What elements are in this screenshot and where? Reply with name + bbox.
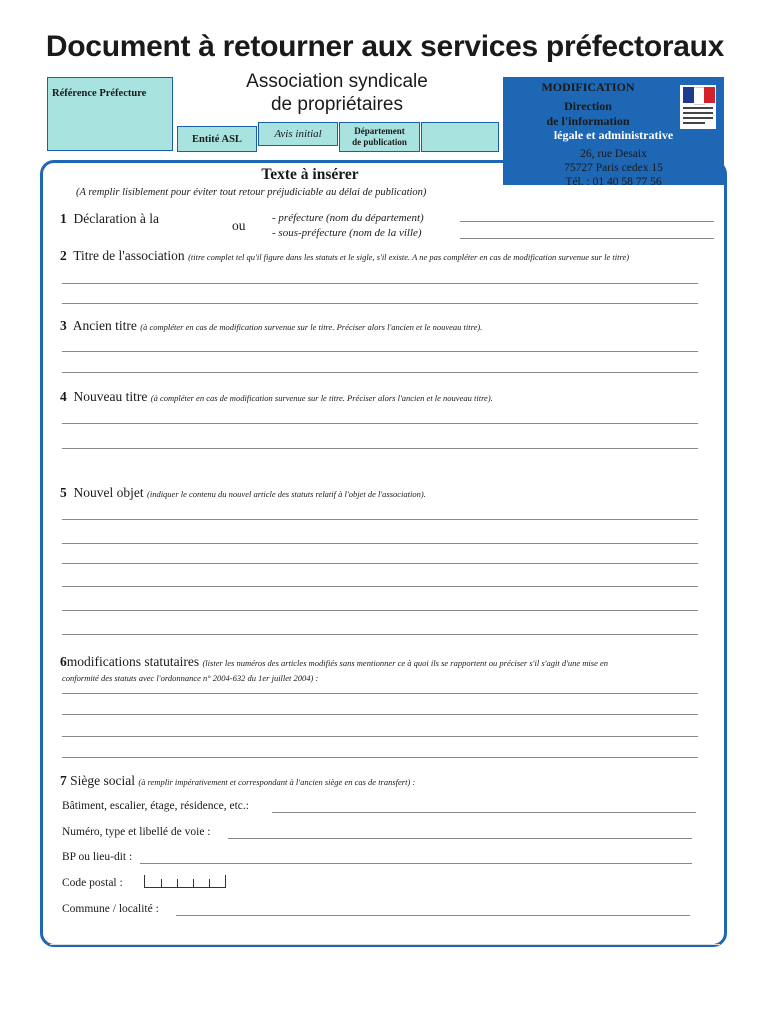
commune-label: Commune / localité :: [62, 903, 159, 915]
direction-line-3: légale et administrative: [553, 128, 674, 142]
section-2-label: Titre de l'association: [73, 248, 185, 263]
address-line-2: 75727 Paris cedex 15: [564, 162, 663, 174]
objet-input-line-3[interactable]: [62, 563, 698, 564]
titre-input-line-1[interactable]: [62, 283, 698, 284]
section-1-number: 1: [60, 211, 67, 226]
address-line-1: 26, rue Desaix: [580, 148, 647, 160]
section-5-heading: [60, 485, 426, 501]
numero-input-line[interactable]: [228, 838, 692, 839]
section-7-hint: (à remplir impérativement et correspondant à l'ancien siège en cas de transfert) :: [138, 777, 416, 787]
direction-line-2: de l'information: [546, 114, 630, 128]
batiment-input-line[interactable]: [272, 812, 696, 813]
section-1-option-sous-prefecture: - sous-préfecture (nom de la ville): [272, 227, 422, 239]
objet-input-line-4[interactable]: [62, 586, 698, 587]
departement-label: [352, 126, 407, 148]
nouveau-titre-input-line-1[interactable]: [62, 423, 698, 424]
section-3-number: 3: [60, 318, 67, 333]
association-line-1: Association syndicale: [246, 71, 428, 92]
instruction-text: (A remplir lisiblement pour éviter tout retour préjudiciable au délai de publication): [76, 187, 427, 198]
section-5-label: Nouvel objet: [73, 485, 144, 500]
objet-input-line-1[interactable]: [62, 519, 698, 520]
association-heading: [206, 70, 468, 116]
section-1-option-prefecture: - préfecture (nom du département): [272, 212, 424, 224]
objet-input-line-2[interactable]: [62, 543, 698, 544]
section-4-heading: [60, 389, 493, 405]
section-6-hint: (lister les numéros des articles modifiés sans mentionner ce à quoi ils se rapportent ou préciser s'il s'agit d'une mise en: [202, 658, 609, 668]
section-7-number: 7: [60, 773, 67, 788]
objet-input-line-6[interactable]: [62, 634, 698, 635]
bp-input-line[interactable]: [140, 863, 692, 864]
sous-prefecture-input-line[interactable]: [460, 238, 714, 239]
titre-input-line-2[interactable]: [62, 303, 698, 304]
prefecture-input-line[interactable]: [460, 221, 714, 222]
section-2-hint: (titre complet tel qu'il figure dans les statuts et le sigle, s'il existe. A ne pas compléter en cas de modification survenue sur le titre): [188, 252, 630, 262]
address-line-3: Tél. : 01 40 58 77 56: [565, 176, 662, 188]
section-6-label: modifications statutaires: [66, 654, 200, 669]
departement-box[interactable]: [339, 122, 420, 152]
section-2-heading: [60, 248, 629, 264]
section-3-label: Ancien titre: [72, 318, 137, 333]
reference-prefecture-label: Référence Préfecture: [52, 88, 147, 99]
departement-input-box[interactable]: [421, 122, 499, 152]
bp-label: BP ou lieu-dit :: [62, 851, 133, 863]
section-7-heading: [60, 773, 415, 789]
departement-line-1: Département: [354, 126, 405, 136]
section-6-heading: [60, 654, 608, 670]
section-6-hint-continued: conformité des statuts avec l'ordonnance n° 2004-632 du 1er juillet 2004) :: [62, 673, 319, 683]
page-bottom-edge: [50, 944, 720, 975]
numero-label: Numéro, type et libellé de voie :: [62, 826, 211, 838]
section-5-number: 5: [60, 485, 67, 500]
code-postal-label: Code postal :: [62, 877, 123, 889]
dila-heading: [503, 80, 673, 129]
batiment-label: Bâtiment, escalier, étage, résidence, etc.:: [62, 800, 249, 812]
avis-initial-label: Avis initial: [274, 128, 322, 140]
departement-line-2: de publication: [352, 137, 407, 147]
ancien-titre-input-line-2[interactable]: [62, 372, 698, 373]
section-4-label: Nouveau titre: [73, 389, 148, 404]
code-postal-input[interactable]: [144, 875, 226, 888]
entite-asl-label: Entité ASL: [192, 133, 242, 145]
entite-asl-box[interactable]: [177, 126, 257, 152]
direction-line-1: Direction: [564, 99, 612, 113]
section-title: Texte à insérer: [261, 166, 359, 183]
modifications-input-line-1[interactable]: [62, 693, 698, 694]
section-4-hint: (à compléter en cas de modification survenue sur le titre. Préciser alors l'ancien et le nouveau titre).: [150, 393, 493, 403]
page-title: Document à retourner aux services préfectoraux: [45, 30, 725, 63]
section-7-label: Siège social: [70, 773, 135, 788]
section-2-number: 2: [60, 248, 67, 263]
modifications-input-line-4[interactable]: [62, 757, 698, 758]
section-1-heading: [60, 211, 159, 227]
section-3-hint: (à compléter en cas de modification survenue sur le titre. Préciser alors l'ancien et le nouveau titre).: [140, 322, 483, 332]
modifications-input-line-3[interactable]: [62, 736, 698, 737]
modification-label: MODIFICATION: [541, 80, 635, 94]
section-4-number: 4: [60, 389, 67, 404]
objet-input-line-5[interactable]: [62, 610, 698, 611]
section-3-heading: [60, 318, 482, 334]
section-5-hint: (indiquer le contenu du nouvel article des statuts relatif à l'objet de l'association).: [147, 489, 426, 499]
ancien-titre-input-line-1[interactable]: [62, 351, 698, 352]
section-1-label: Déclaration à la: [73, 211, 159, 226]
nouveau-titre-input-line-2[interactable]: [62, 448, 698, 449]
avis-initial-box[interactable]: [258, 122, 338, 146]
section-1-ou: ou: [232, 218, 246, 233]
republique-francaise-logo: [680, 85, 716, 129]
association-line-2: de propriétaires: [270, 94, 404, 115]
section-6-number: 6: [60, 654, 67, 669]
commune-input-line[interactable]: [176, 915, 690, 916]
modifications-input-line-2[interactable]: [62, 714, 698, 715]
